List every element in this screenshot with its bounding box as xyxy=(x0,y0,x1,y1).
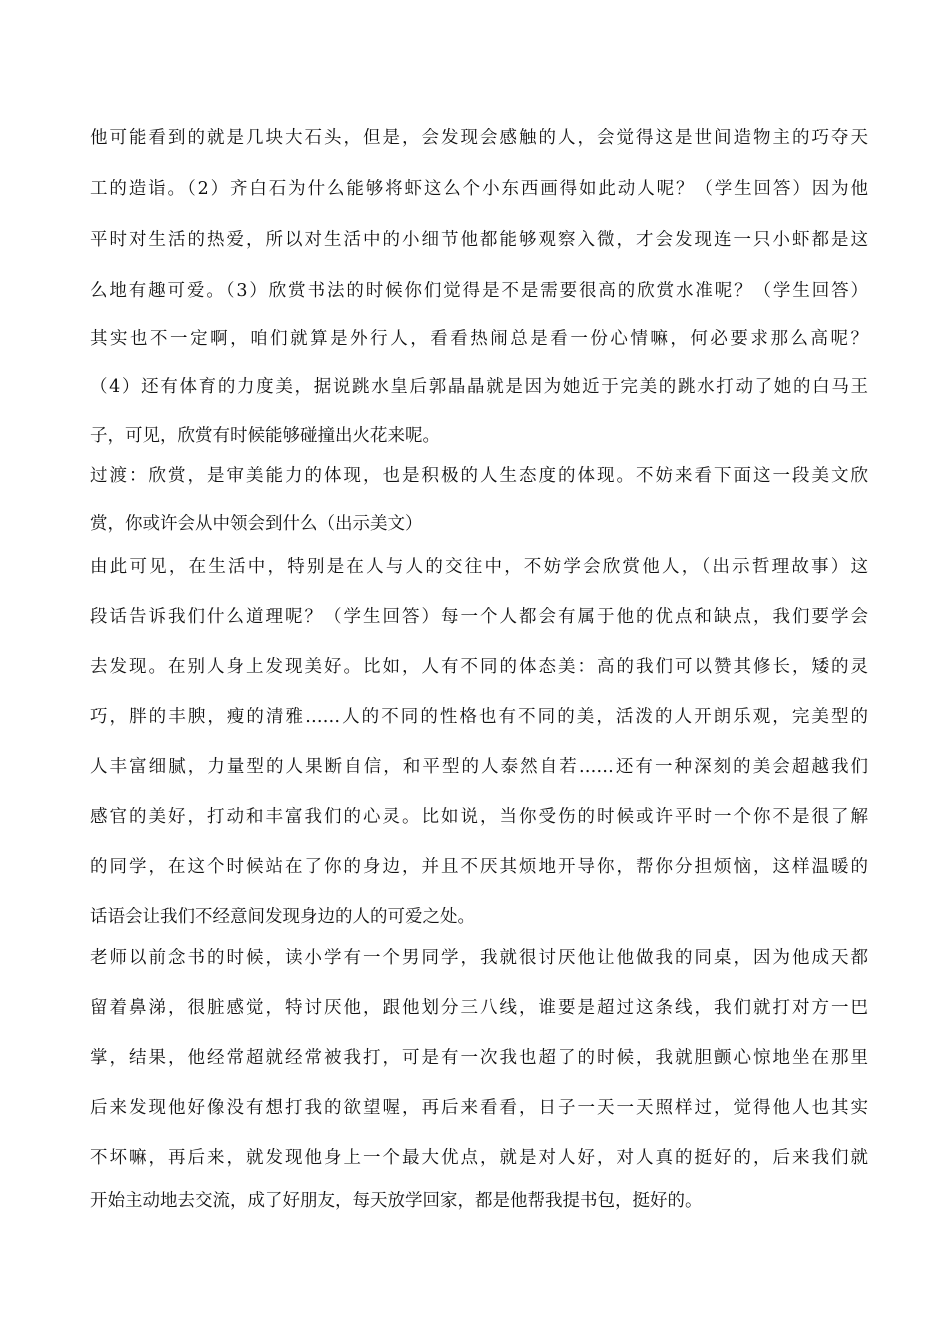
text-line-22: 不坏嘛，再后来，就发现他身上一个最大优点，就是对人好，对人真的挺好的，后来我们就 xyxy=(90,1148,868,1168)
text-line-3: 平时对生活的热爱，所以对生活中的小细节他都能够观察入微，才会发现连一只小虾都是这 xyxy=(90,230,868,250)
text-line-1: 他可能看到的就是几块大石头，但是，会发现会感触的人，会觉得这是世间造物主的巧夺天 xyxy=(90,128,868,148)
text-line-19: 留着鼻涕，很脏感觉，特讨厌他，跟他划分三八线，谁要是超过这条线，我们就打对方一巴 xyxy=(90,998,868,1018)
text-line-15: 感官的美好，打动和丰富我们的心灵。比如说，当你受伤的时候或许平时一个你不是很了解 xyxy=(90,807,868,827)
text-line-2: 工的造诣。（2）齐白石为什么能够将虾这么个小东西画得如此动人呢？（学生回答）因为他 xyxy=(90,179,868,199)
text-line-23: 开始主动地去交流，成了好朋友，每天放学回家，都是他帮我提书包，挺好的。 xyxy=(90,1191,703,1211)
text-line-14: 人丰富细腻，力量型的人果断自信，和平型的人泰然自若……还有一种深刻的美会超越我们 xyxy=(90,757,868,777)
text-line-7: 子，可见，欣赏有时候能够碰撞出火花来呢。 xyxy=(90,426,440,446)
text-line-11: 段话告诉我们什么道理呢？（学生回答）每一个人都会有属于他的优点和缺点，我们要学会 xyxy=(90,607,868,627)
text-line-17: 话语会让我们不经意间发现身边的人的可爱之处。 xyxy=(90,907,475,927)
text-line-10: 由此可见，在生活中，特别是在人与人的交往中，不妨学会欣赏他人，（出示哲理故事）这 xyxy=(90,557,868,577)
text-line-5: 其实也不一定啊，咱们就算是外行人，看看热闹总是看一份心情嘛，何必要求那么高呢？ xyxy=(90,329,868,349)
text-line-9: 赏，你或许会从中领会到什么（出示美文） xyxy=(90,514,423,534)
text-line-6: （4）还有体育的力度美，据说跳水皇后郭晶晶就是因为她近于完美的跳水打动了她的白马王 xyxy=(90,377,868,397)
text-line-18: 老师以前念书的时候，读小学有一个男同学，我就很讨厌他让他做我的同桌，因为他成天都 xyxy=(90,948,868,968)
text-line-21: 后来发现他好像没有想打我的欲望喔，再后来看看，日子一天一天照样过，觉得他人也其实 xyxy=(90,1098,868,1118)
text-line-4: 么地有趣可爱。（3）欣赏书法的时候你们觉得是不是需要很高的欣赏水准呢？（学生回答） xyxy=(90,281,868,301)
text-line-16: 的同学，在这个时候站在了你的身边，并且不厌其烦地开导你，帮你分担烦恼，这样温暖的 xyxy=(90,857,868,877)
text-line-12: 去发现。在别人身上发现美好。比如，人有不同的体态美：高的我们可以赞其修长，矮的灵 xyxy=(90,657,868,677)
text-line-13: 巧，胖的丰腴，瘦的清雅……人的不同的性格也有不同的美，活泼的人开朗乐观，完美型的 xyxy=(90,707,868,727)
text-line-8: 过渡：欣赏，是审美能力的体现，也是积极的人生态度的体现。不妨来看下面这一段美文欣 xyxy=(90,466,868,486)
text-line-20: 掌，结果，他经常超就经常被我打，可是有一次我也超了的时候，我就胆颤心惊地坐在那里 xyxy=(90,1048,868,1068)
